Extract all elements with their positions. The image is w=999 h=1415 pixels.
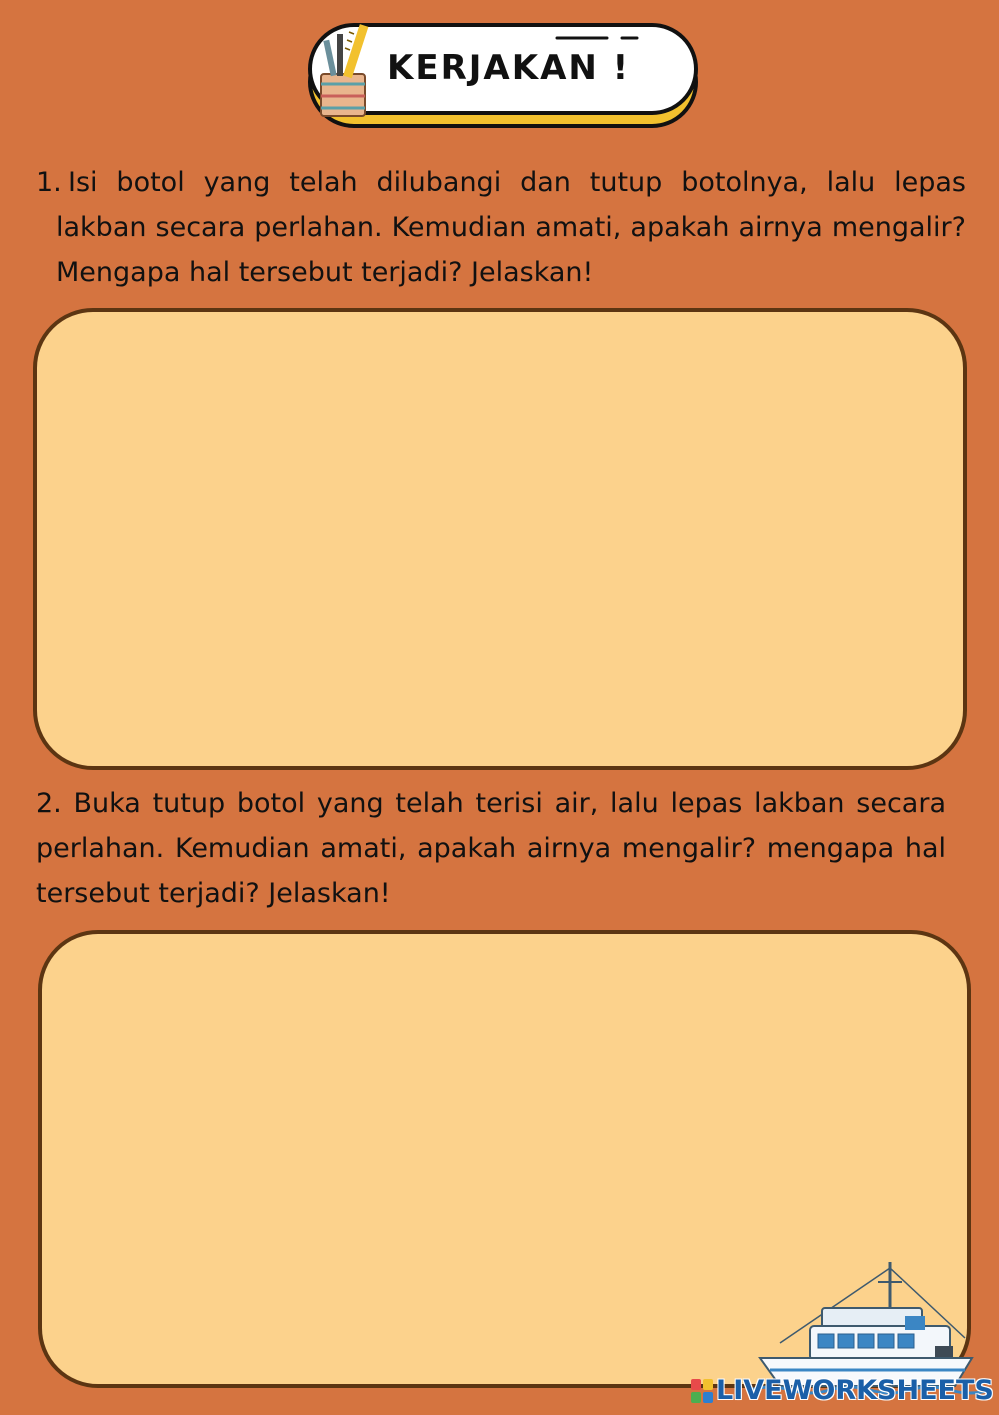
question-1-number: 1. [36, 167, 62, 198]
question-1 [36, 160, 966, 295]
title-badge [307, 22, 699, 128]
liveworksheets-logo-icon [690, 1378, 714, 1404]
watermark-text: LIVEWORKSHEETS [716, 1375, 994, 1406]
question-2 [36, 781, 946, 916]
answer-box-1[interactable] [33, 308, 967, 770]
question-2-number: 2. [36, 788, 62, 819]
liveworksheets-watermark [690, 1374, 994, 1408]
question-1-text: Isi botol yang telah dilubangi dan tutup botolnya, lalu lepas lakban secara perlahan. Kemudian amati, apakah airnya mengalir? Mengapa hal tersebut terjadi? Jelaskan! [56, 167, 966, 288]
question-2-text: Buka tutup botol yang telah terisi air, lalu lepas lakban secara perlahan. Kemudian amati, apakah airnya mengalir? mengapa hal tersebut terjadi? Jelaskan! [36, 788, 946, 909]
page-title: KERJAKAN ! [387, 48, 631, 88]
